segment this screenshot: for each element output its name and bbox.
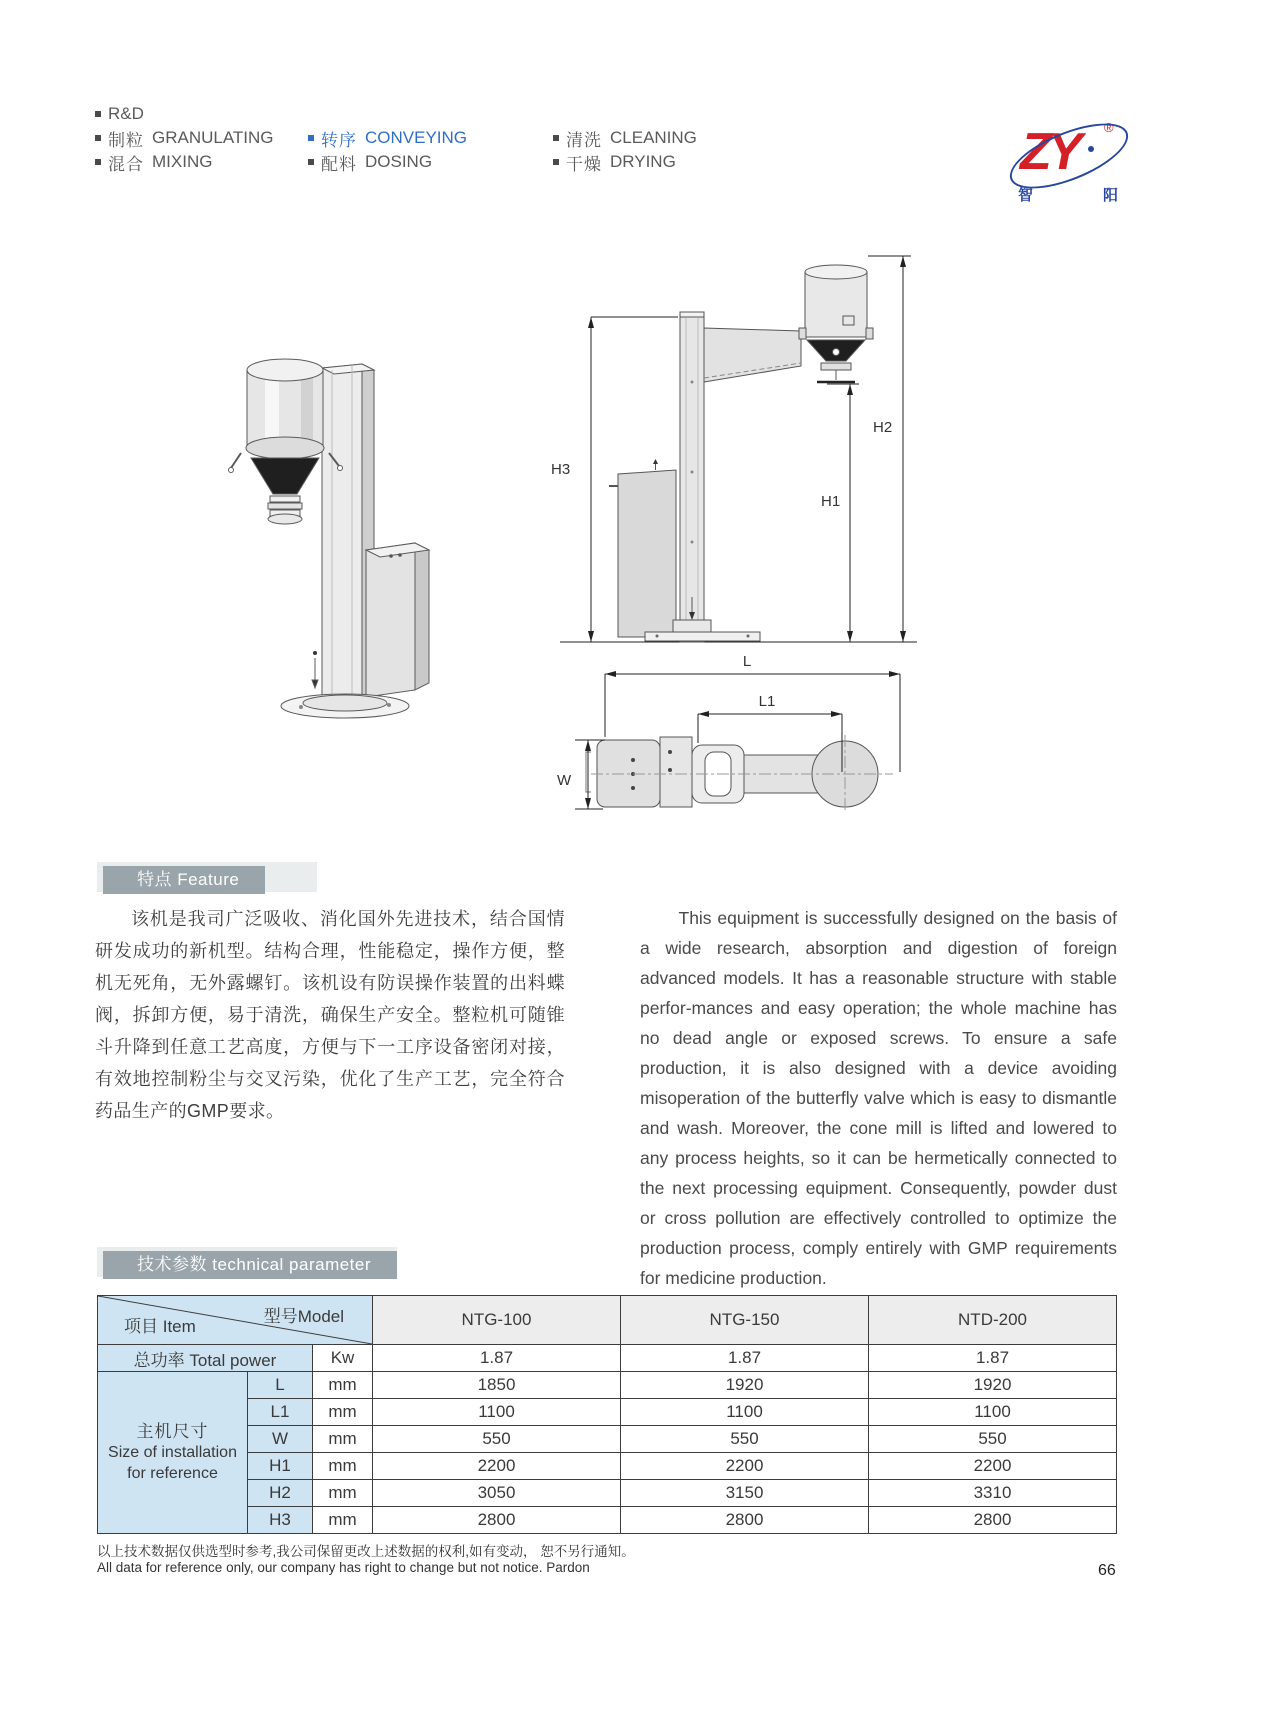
dim-name: L xyxy=(248,1372,313,1399)
dim-label-w: W xyxy=(557,772,572,789)
feature-section-heading: 特点 Feature xyxy=(103,866,265,894)
bullet-icon xyxy=(95,159,101,165)
bullet-icon xyxy=(553,159,559,165)
dim-unit: mm xyxy=(313,1453,373,1480)
dim-unit: mm xyxy=(313,1426,373,1453)
machine-3d-drawing xyxy=(185,298,485,728)
disclaimer-en: All data for reference only, our company has right to change but not notice. Pardon xyxy=(97,1560,590,1575)
corner-cell xyxy=(98,1296,373,1345)
page-number: 66 xyxy=(1098,1562,1116,1579)
nav-label-zh: 配料 xyxy=(321,154,357,174)
bullet-icon xyxy=(308,135,314,141)
dim-h2 xyxy=(868,256,911,642)
table-row-dim-h2 xyxy=(98,1480,1117,1507)
dim-value: 2200 xyxy=(373,1453,621,1480)
logo-orbit-dot-icon xyxy=(1088,146,1094,152)
nav-label-en: DRYING xyxy=(610,152,676,171)
power-value: 1.87 xyxy=(373,1345,621,1372)
company-logo xyxy=(1012,118,1142,218)
nav-label-zh: 制粒 xyxy=(108,130,144,150)
column-top-view xyxy=(660,737,692,807)
table-row-dim-h1 xyxy=(98,1453,1117,1480)
nav-label-en: DOSING xyxy=(365,152,433,171)
model-header: NTG-150 xyxy=(621,1296,869,1345)
nav-label-zh: 混合 xyxy=(108,154,144,174)
nav-label-en: CLEANING xyxy=(610,128,697,147)
dim-unit: mm xyxy=(313,1372,373,1399)
dim-value: 2200 xyxy=(621,1453,869,1480)
dim-label-h3: H3 xyxy=(551,461,571,478)
nav-label-zh: 转序 xyxy=(321,130,357,150)
logo-sub-left: 智 xyxy=(1018,187,1034,204)
power-value: 1.87 xyxy=(869,1345,1117,1372)
model-header: NTD-200 xyxy=(869,1296,1117,1345)
dim-unit: mm xyxy=(313,1507,373,1534)
dim-value: 1100 xyxy=(621,1399,869,1426)
dim-label-l1: L1 xyxy=(758,693,776,710)
size-group-en1: Size of installation xyxy=(108,1444,237,1461)
size-group-zh: 主机尺寸 xyxy=(136,1422,209,1441)
outlet-bellows-3d xyxy=(268,496,302,524)
table-row-dim-l1 xyxy=(98,1399,1117,1426)
nav-item-cleaning xyxy=(553,128,697,148)
nav-label-en: GRANULATING xyxy=(152,128,274,147)
bullet-icon xyxy=(308,159,314,165)
dim-value: 1850 xyxy=(373,1372,621,1399)
control-cabinet-3d xyxy=(366,543,429,697)
dim-name: H1 xyxy=(248,1453,313,1480)
dim-value: 2800 xyxy=(373,1507,621,1534)
nav-label-en: MIXING xyxy=(152,152,213,171)
corner-item-label: 项目 Item xyxy=(124,1317,196,1336)
size-group-en2: for reference xyxy=(127,1465,218,1482)
nav-column-2 xyxy=(308,128,467,172)
nav-item-mixing xyxy=(95,152,274,172)
dim-value: 550 xyxy=(869,1426,1117,1453)
bullet-icon xyxy=(95,111,101,117)
dim-label-l: L xyxy=(742,653,752,670)
bullet-icon xyxy=(553,135,559,141)
power-unit: Kw xyxy=(313,1345,373,1372)
dim-value: 3150 xyxy=(621,1480,869,1507)
base-flange-3d xyxy=(281,694,409,718)
dim-unit: mm xyxy=(313,1399,373,1426)
logo-sub-right: 阳 xyxy=(1102,187,1118,204)
column-elevation xyxy=(680,312,704,642)
foot-detail-3d xyxy=(312,651,318,688)
nav-item-drying xyxy=(553,152,697,172)
model-header: NTG-100 xyxy=(373,1296,621,1345)
nav-label-en: CONVEYING xyxy=(365,128,468,147)
disclaimer-zh: 以上技术数据仅供选型时参考,我公司保留更改上述数据的权利,如有变动， 恕不另行通知。 xyxy=(97,1544,635,1559)
dim-value: 2800 xyxy=(621,1507,869,1534)
nav-item-rd xyxy=(95,104,274,124)
dim-name: H2 xyxy=(248,1480,313,1507)
top-view-drawing xyxy=(505,652,925,822)
table-row-dim-w xyxy=(98,1426,1117,1453)
table-row-dim-h3 xyxy=(98,1507,1117,1534)
logo-subtext xyxy=(1018,184,1118,205)
elevation-drawing xyxy=(505,242,925,657)
dim-name: W xyxy=(248,1426,313,1453)
dim-name: H3 xyxy=(248,1507,313,1534)
nav-column-1 xyxy=(95,104,274,172)
feature-text-zh: 该机是我司广泛吸收、消化国外先进技术，结合国情研发成功的新机型。结构合理，性能稳定，操作方便，整机无死角，无外露螺钉。该机设有防误操作装置的出料蝶阀，拆卸方便，易于清洗，确保生产安全。整粒机可随锥斗升降到任意工艺高度，方便与下一工序设备密闭对接，有效地控制粉尘与交叉污染，优化了生产工艺，完全符合药品生产的GMP要求。 xyxy=(95,909,565,1121)
power-value: 1.87 xyxy=(621,1345,869,1372)
hopper-elevation xyxy=(799,265,873,382)
cone-3d xyxy=(251,458,319,494)
specs-section-heading: 技术参数 technical parameter xyxy=(103,1251,397,1279)
nav-item-dosing xyxy=(308,152,467,172)
feature-text-en: This equipment is successfully designed on the basis of a wide research, absorption and digestion of foreign advanced models. It has a reasonable structure with stable perfor-mances and easy operation; the whole machine has no dead angle or exposed screws. To ensure a safe production, it is also designed with a device avoiding misoperation of the butterfly valve which is easy to dismantle and wash. Moreover, the cone mill is lifted and lowered to any process heights, so it can be hermetically connected to the next processing equipment. Consequently, powder dust or cross pollution are effectively controlled to optimize the production process, comply entirely with GMP requirements for medicine production. xyxy=(640,908,1117,1288)
disclaimer xyxy=(97,1544,635,1576)
dim-value: 550 xyxy=(373,1426,621,1453)
dim-value: 550 xyxy=(621,1426,869,1453)
dim-value: 1920 xyxy=(869,1372,1117,1399)
dim-value: 2200 xyxy=(869,1453,1117,1480)
dim-label-h1: H1 xyxy=(821,493,841,510)
nav-column-3 xyxy=(553,128,697,172)
nav-item-granulating xyxy=(95,128,274,148)
technical-parameter-table xyxy=(97,1295,1117,1534)
dim-unit: mm xyxy=(313,1480,373,1507)
registered-mark-icon: ® xyxy=(1104,120,1114,135)
dim-value: 1100 xyxy=(869,1399,1117,1426)
dim-value: 2800 xyxy=(869,1507,1117,1534)
nav-label-zh: 清洗 xyxy=(566,130,602,150)
dim-value: 1920 xyxy=(621,1372,869,1399)
bullet-icon xyxy=(95,135,101,141)
nav-label-zh: 干燥 xyxy=(566,154,602,174)
nav-label-en: R&D xyxy=(108,104,144,123)
dim-h1 xyxy=(827,384,859,642)
table-header-row xyxy=(98,1296,1117,1345)
dim-label-h2: H2 xyxy=(873,419,893,436)
control-cabinet-elevation xyxy=(609,459,676,637)
lift-arm-elevation xyxy=(704,328,801,382)
nav-item-conveying-active xyxy=(308,128,467,148)
dim-value: 1100 xyxy=(373,1399,621,1426)
size-group-cell xyxy=(98,1372,248,1534)
dim-value: 3310 xyxy=(869,1480,1117,1507)
dim-value: 3050 xyxy=(373,1480,621,1507)
dim-name: L1 xyxy=(248,1399,313,1426)
power-label: 总功率 Total power xyxy=(98,1345,313,1372)
table-row-dim-l xyxy=(98,1372,1117,1399)
corner-model-label: 型号Model xyxy=(263,1307,345,1326)
table-row-power xyxy=(98,1345,1117,1372)
logo-zy-text: ZY xyxy=(1020,123,1079,181)
